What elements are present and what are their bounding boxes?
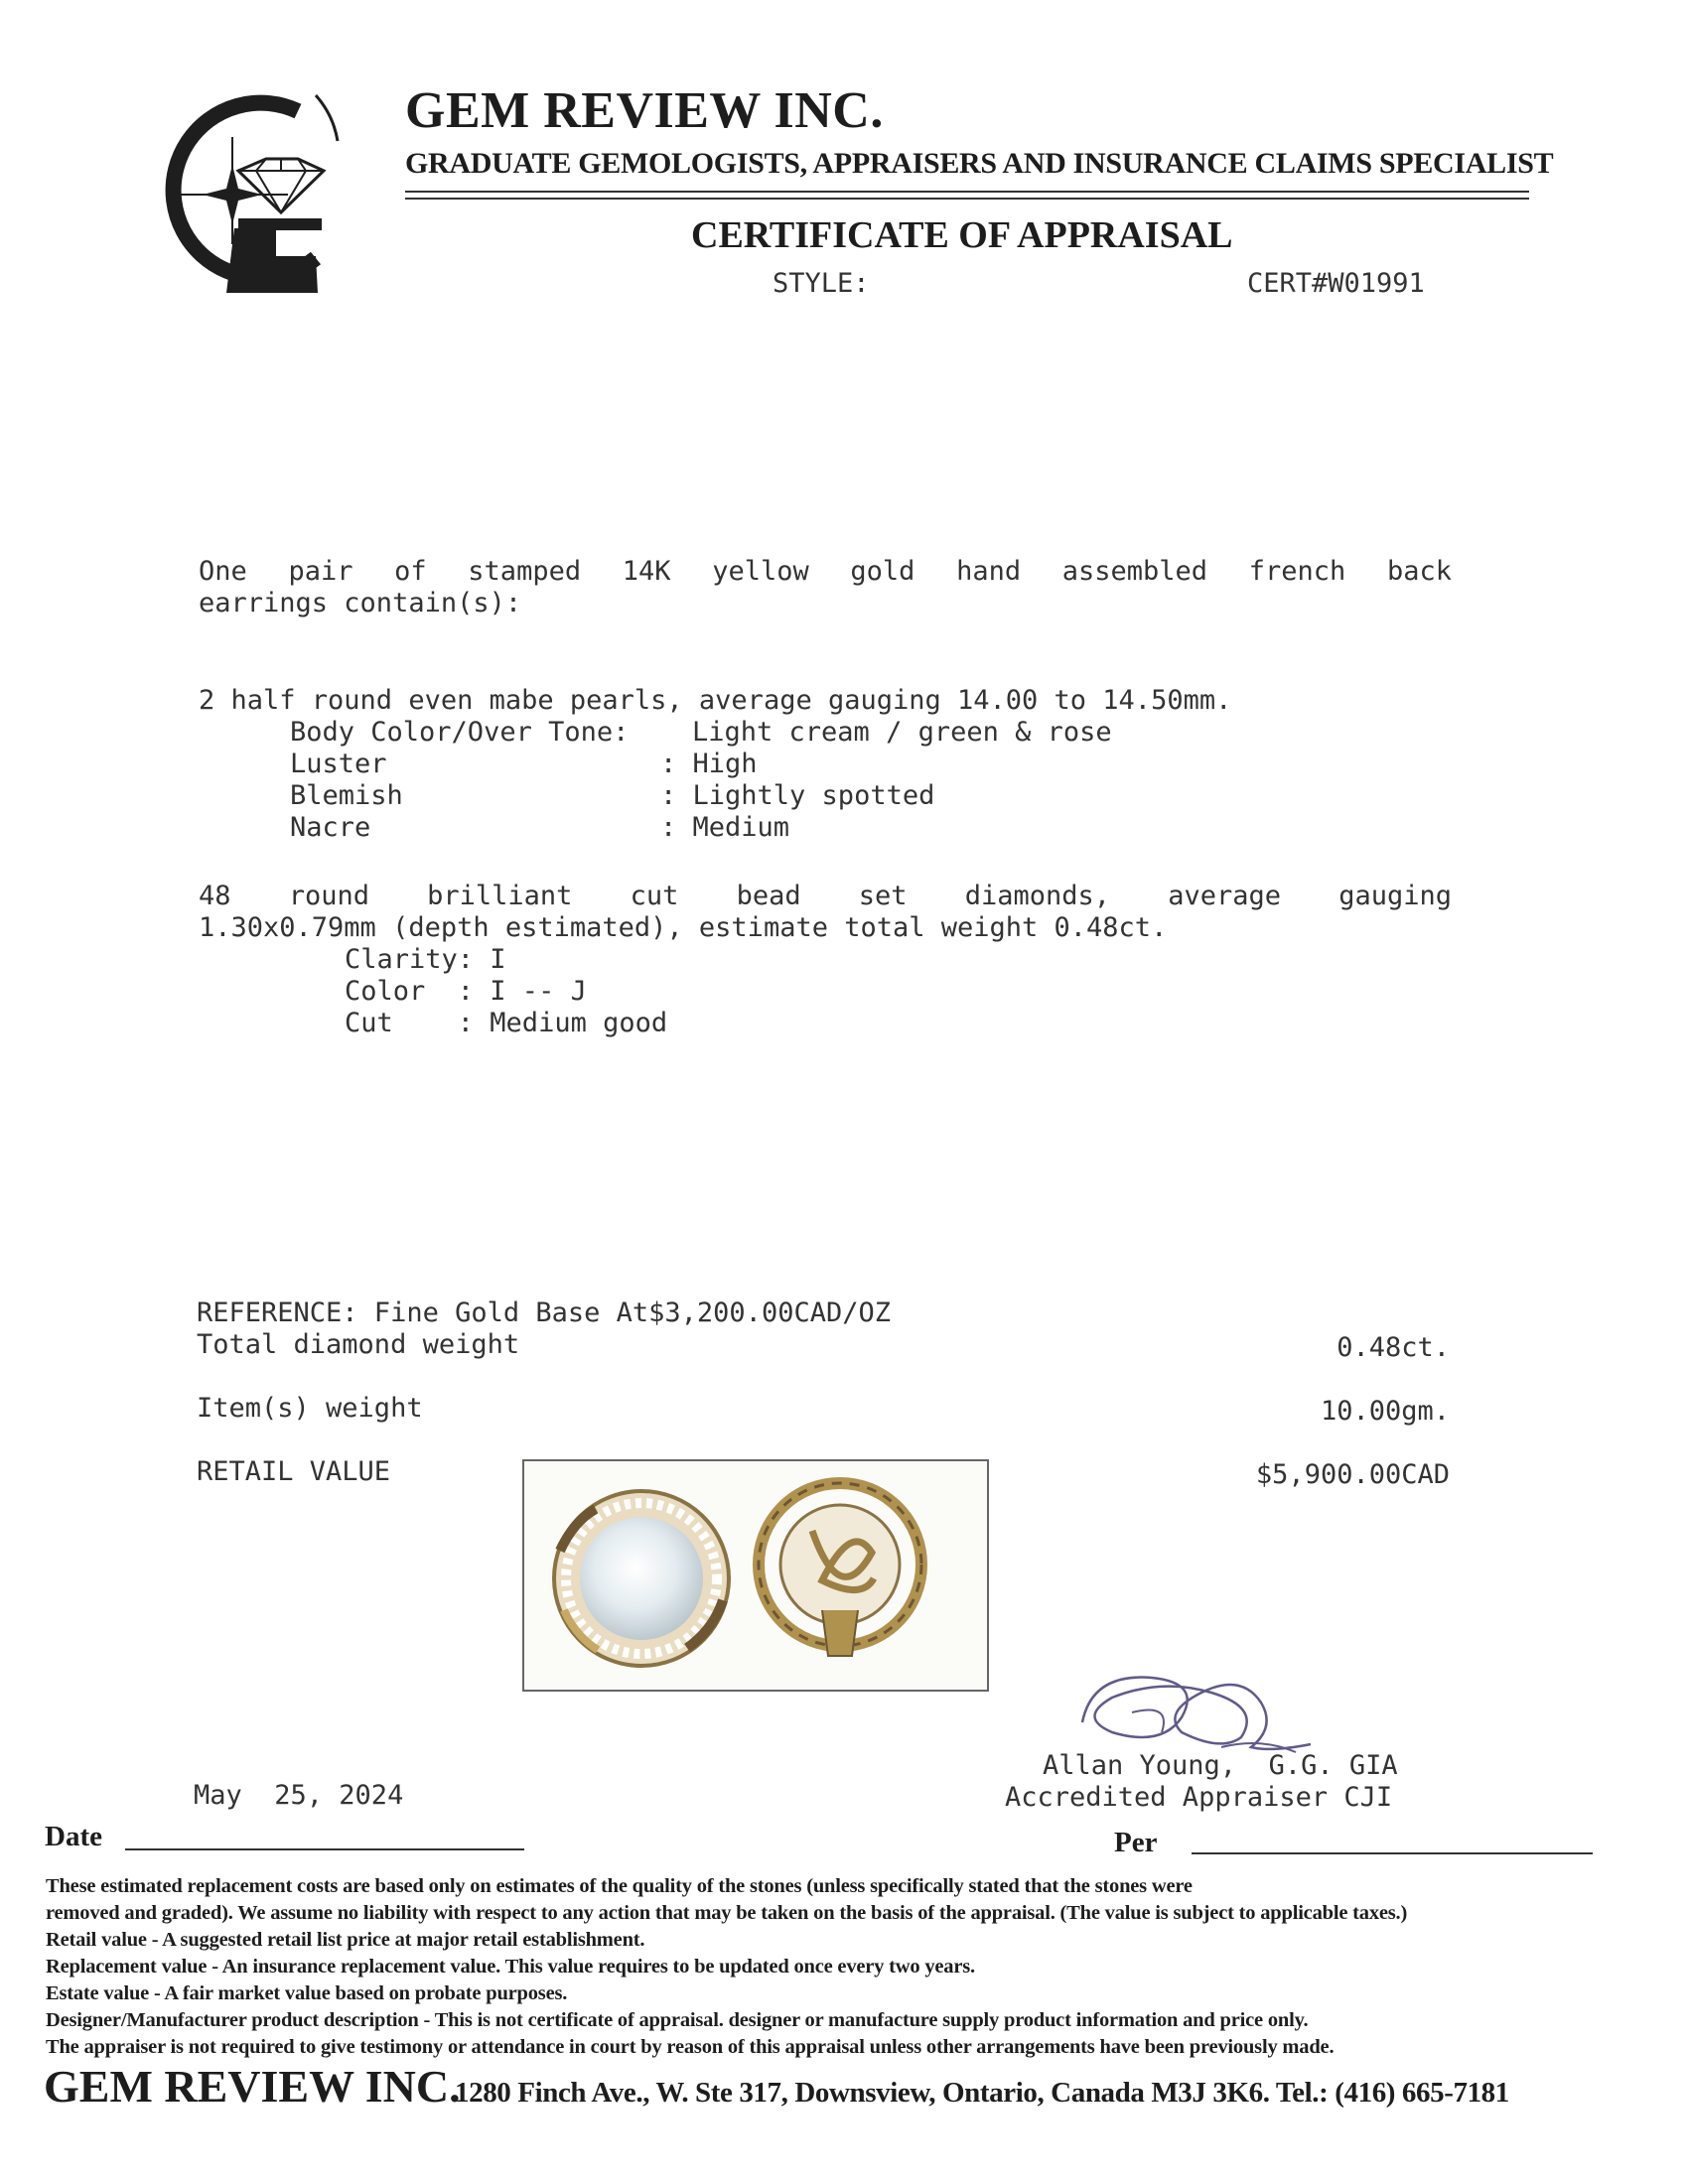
retail-value: $5,900.00CAD — [1255, 1459, 1450, 1490]
date-signature-line — [125, 1848, 524, 1850]
description-word: yellow — [712, 556, 809, 587]
diamond-word: cut — [630, 881, 679, 911]
body-color-value: Light cream / green & rose — [692, 717, 1112, 748]
date-label: Date — [45, 1821, 102, 1852]
description-word: One — [199, 556, 247, 587]
per-signature-line — [1192, 1852, 1593, 1854]
retail-value-label: RETAIL VALUE — [197, 1456, 391, 1487]
nacre-value: : Medium — [660, 812, 790, 843]
earrings-photo — [522, 1459, 989, 1692]
disclaimer-line: Designer/Manufacturer product description - This is not certificate of appraisal. designer or manufacture supply product information and price only. — [46, 2009, 1309, 2031]
description-line-2: earrings contain(s): — [199, 588, 522, 618]
description-line-1 — [199, 556, 1452, 588]
body-color-label: Body Color/Over Tone: — [290, 717, 630, 748]
description-word: pair — [288, 556, 353, 587]
luster-label: Luster — [290, 749, 387, 779]
description-word: hand — [956, 556, 1022, 587]
disclaimer-line: Replacement value - An insurance replacement value. This value requires to be updated once every two years. — [46, 1956, 975, 1978]
description-word: assembled — [1061, 556, 1208, 587]
diamond-word: gauging — [1338, 881, 1452, 911]
reference-line: REFERENCE: Fine Gold Base At$3,200.00CAD/OZ — [197, 1297, 891, 1328]
nacre-label: Nacre — [290, 812, 371, 843]
description-word: stamped — [468, 556, 582, 587]
diamond-word: set — [858, 881, 908, 911]
appraiser-name: Allan Young, G.G. GIA — [1043, 1750, 1398, 1781]
diamond-word: round — [288, 881, 369, 911]
description-word: 14K — [622, 556, 671, 587]
diamond-word: 48 — [199, 881, 231, 911]
item-weight-value: 10.00gm. — [1320, 1396, 1450, 1427]
diamond-line-2: 1.30x0.79mm (depth estimated), estimate total weight 0.48ct. — [199, 912, 1168, 943]
disclaimer-line: These estimated replacement costs are based only on estimates of the quality of the stones (unless specifically stated that the stones were — [46, 1875, 1193, 1897]
total-diamond-weight-label: Total diamond weight — [197, 1329, 520, 1360]
item-weight-label: Item(s) weight — [197, 1393, 423, 1424]
blemish-value: : Lightly spotted — [660, 780, 935, 811]
disclaimer-line: removed and graded). We assume no liability with respect to any action that may be taken on the basis of the appraisal. (The value is subject to applicable taxes.) — [46, 1902, 1408, 1924]
header-rule — [405, 191, 1529, 193]
pearl-summary: 2 half round even mabe pearls, average gauging 14.00 to 14.50mm. — [199, 685, 1232, 716]
footer-company-name: GEM REVIEW INC. — [44, 2061, 461, 2112]
clarity-row: Clarity: I — [345, 944, 506, 975]
disclaimer-line: The appraiser is not required to give testimony or attendance in court by reason of this appraisal unless other arrangements have been previously made. — [46, 2036, 1335, 2058]
color-row: Color : I -- J — [345, 976, 587, 1007]
earrings-photo-icon — [524, 1461, 987, 1690]
description-word: french — [1248, 556, 1346, 587]
per-label: Per — [1114, 1827, 1158, 1858]
description-word: back — [1386, 556, 1452, 587]
header-rule — [405, 198, 1529, 200]
appraiser-credential: Accredited Appraiser CJI — [1005, 1782, 1393, 1813]
blemish-label: Blemish — [290, 780, 403, 811]
disclaimer-line: Retail value - A suggested retail list price at major retail establishment. — [46, 1929, 645, 1951]
diamond-word: average — [1168, 881, 1282, 911]
company-subtitle: GRADUATE GEMOLOGISTS, APPRAISERS AND INSURANCE CLAIMS SPECIALIST — [405, 147, 1554, 180]
diamond-line-1 — [199, 881, 1452, 912]
diamond-word: brilliant — [427, 881, 573, 911]
date-value: May 25, 2024 — [194, 1780, 404, 1811]
certificate-title: CERTIFICATE OF APPRAISAL — [691, 214, 1233, 256]
description-word: of — [394, 556, 427, 587]
certificate-number: CERT#W01991 — [1247, 268, 1425, 299]
diamond-word: bead — [736, 881, 801, 911]
luster-value: : High — [660, 749, 758, 779]
appraiser-signature — [1072, 1653, 1321, 1762]
style-label: STYLE: — [773, 268, 870, 299]
total-diamond-weight-value: 0.48ct. — [1336, 1332, 1450, 1363]
cut-row: Cut : Medium good — [345, 1008, 668, 1038]
description-word: gold — [850, 556, 915, 587]
company-name: GEM REVIEW INC. — [405, 82, 884, 139]
footer-address: 1280 Finch Ave., W. Ste 317, Downsview, Ontario, Canada M3J 3K6. Tel.: (416) 665-7181 — [455, 2077, 1509, 2109]
company-logo-icon — [149, 89, 348, 298]
disclaimer-line: Estate value - A fair market value based on probate purposes. — [46, 1982, 568, 2004]
diamond-word: diamonds, — [964, 881, 1111, 911]
